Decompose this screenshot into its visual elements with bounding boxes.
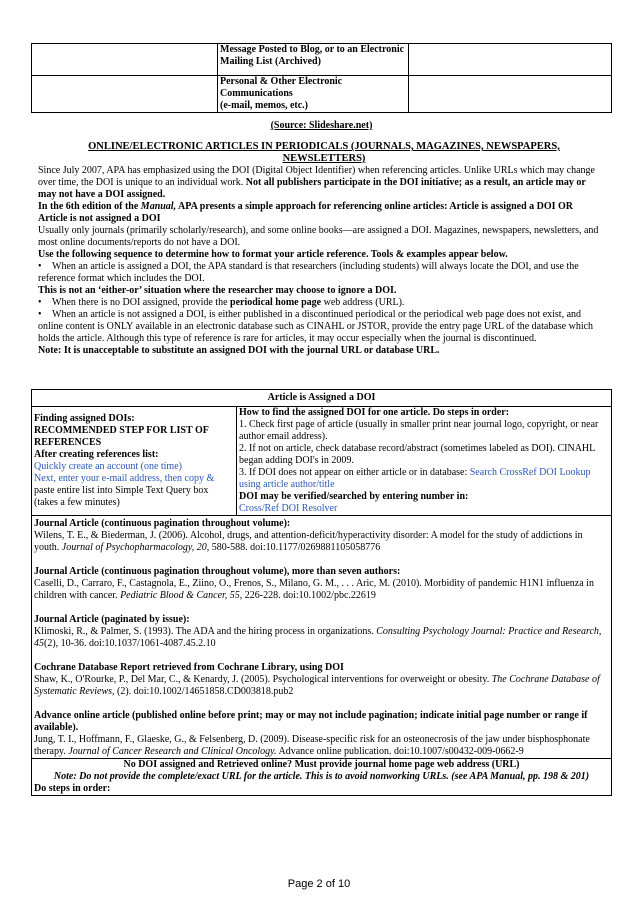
bullet-icon: •: [38, 309, 42, 320]
steps-heading: How to find the assigned DOI for one article. Do steps in order:: [239, 407, 510, 418]
reference-doi: 226-228. doi:10.1002/pbc.22619: [242, 590, 376, 601]
intro-paragraph-5: This is not an ‘either-or’ situation where the researcher may choose to ignore a DOI.: [38, 285, 397, 296]
reference-text: Jung, T. I., Hoffmann, F., Glaeske, G., & Felsenberg, D. (2009). Disease-specific risk for an osteonecrosis of the jaw under bisphosphonate therapy.: [34, 734, 590, 757]
reference-journal: The Cochrane Database of Systematic Reviews,: [34, 674, 600, 697]
top-table-empty-cell: [409, 44, 612, 76]
verify-label: DOI may be verified/searched by entering number in:: [239, 491, 469, 502]
reference-journal: Journal of Cancer Research and Clinical Oncology.: [68, 746, 277, 757]
reference-journal: Pediatric Blood & Cancer, 55,: [120, 590, 243, 601]
reference-journal: Journal of Psychopharmacology, 20,: [61, 542, 210, 553]
intro-paragraph-3: Usually only journals (primarily scholarly/research), and some online books—are assigned a DOI. Magazines, newspapers, newsletters, and most online documents/reports do not have a DOI.: [38, 225, 599, 248]
example-heading: Journal Article (continuous pagination throughout volume):: [34, 518, 291, 529]
reference-doi: (2). doi:10.1002/14651858.CD003818.pub2: [114, 686, 294, 697]
bullet-2-rest: web address (URL).: [321, 297, 405, 308]
example-advance-online: [34, 710, 609, 758]
enter-email-link[interactable]: Next, enter your e-mail address, then copy &: [34, 473, 215, 484]
example-paginated-by-issue: [34, 614, 609, 650]
top-table: [31, 43, 612, 113]
example-reference: [34, 530, 609, 554]
finding-label: Finding assigned DOIs:: [34, 413, 135, 424]
source-text: (Source: Slideshare.net): [270, 120, 373, 131]
paste-list-text: paste entire list into Simple Text Query box: [34, 485, 209, 496]
top-table-row2-label: [218, 76, 409, 113]
top-table-empty-cell: [32, 76, 218, 113]
bullet-3-text: When an article is not assigned a DOI, is either published in a discontinued periodical or the periodical web page does not exist, and online content is ONLY available in an electronic database such as CINAHL or JSTOR, provide the entry page URL of the database which holds the article. Although this type of reference is rare for articles, it may occur especially when the journal is discontinued.: [38, 309, 594, 344]
doi-resolver-link[interactable]: Cross/Ref DOI Resolver: [239, 503, 338, 514]
intro-p2-text: In the 6th edition of the: [38, 201, 141, 212]
step-2: 2. If not on article, check database record/abstract (sometimes labeled as DOI). CINAHL began adding DOI's in 2009.: [239, 443, 595, 466]
doi-table: [31, 389, 612, 796]
top-table-row2-line1: Personal & Other Electronic Communications: [220, 76, 343, 99]
intro-bullet-3: [38, 309, 604, 345]
section-heading: ONLINE/ELECTRONIC ARTICLES IN PERIODICALS (JOURNALS, MAGAZINES, NEWSPAPERS, NEWSLETTERS): [88, 141, 560, 164]
intro-block: [38, 165, 604, 357]
intro-bullet-2: [38, 297, 604, 309]
example-heading: Journal Article (paginated by issue):: [34, 614, 190, 625]
reference-doi: (2), 10-36. doi:10.1037/1061-4087.45.2.10: [44, 638, 216, 649]
step-3-text: 3. If DOI does not appear on either article or in database:: [239, 467, 470, 478]
intro-paragraph-4: Use the following sequence to determine how to format your article reference. Tools & examples appear below.: [38, 249, 508, 260]
example-heading: Journal Article (continuous pagination throughout volume), more than seven authors:: [34, 566, 401, 577]
example-reference: [34, 626, 609, 650]
example-heading: Advance online article (published online before print; may or may not include pagination; indicate initial page number or range if available).: [34, 710, 588, 733]
reference-text: Caselli, D., Carraro, F., Castagnola, E., Ziino, O., Frenos, S., Milano, G. M., . . . Aric, M. (2010). Morbidity of pandemic H1N1 influenza in children with cancer.: [34, 578, 594, 601]
example-journal-continuous: [34, 518, 609, 554]
bullet-icon: •: [38, 297, 42, 308]
intro-p1-text: Since July 2007, APA has emphasized using the DOI (Digital Object Identifier) when referencing articles. Unlike URLs which may change over time, the DOI is unique to an individual work.: [38, 165, 595, 188]
example-reference: [34, 734, 609, 758]
create-account-link[interactable]: Quickly create an account (one time): [34, 461, 182, 472]
no-doi-note: Note: Do not provide the complete/exact URL for the article. This is to avoid nonworking URLs. (see APA Manual, pp. 198 & 201): [53, 771, 590, 782]
bullet-2-bold: periodical home page: [230, 297, 322, 308]
example-seven-authors: [34, 566, 609, 602]
reference-journal: Consulting Psychology Journal: Practice and Research, 45: [34, 626, 602, 649]
example-cochrane: [34, 662, 609, 698]
example-reference: [34, 674, 609, 698]
no-doi-cell: [32, 759, 612, 796]
step-1: 1. Check first page of article (usually in smaller print near journal logo, copyright, or near author email address).: [239, 419, 599, 442]
intro-bullet-1: [38, 261, 604, 285]
top-table-row1-label: Message Posted to Blog, or to an Electronic Mailing List (Archived): [218, 44, 409, 76]
intro-p2-manual: Manual,: [140, 201, 177, 212]
doi-steps-cell: [237, 407, 612, 516]
reference-doi: Advance online publication. doi:10.1007/s00432-009-0662-9: [276, 746, 524, 757]
bullet-2-text: When there is no DOI assigned, provide the: [52, 297, 231, 308]
intro-p2-rest: APA presents a simple approach for referencing online articles: Article is assigned a DOI OR Article is not assigned a DOI: [38, 201, 574, 224]
reference-text: Wilens, T. E., & Biederman, J. (2006). Alcohol, drugs, and attention-deficit/hyperactivity disorder: A model for the study of addictions in youth.: [34, 530, 583, 553]
takes-minutes-text: (takes a few minutes): [34, 497, 120, 508]
top-table-empty-cell: [32, 44, 218, 76]
reference-text: Shaw, K., O'Rourke, P., Del Mar, C., & Kenardy, J. (2005). Psychological interventions for overweight or obesity.: [34, 674, 492, 685]
example-heading: Cochrane Database Report retrieved from Cochrane Library, using DOI: [34, 662, 344, 673]
bullet-icon: •: [38, 261, 42, 272]
no-doi-title: No DOI assigned and Retrieved online? Must provide journal home page web address (URL): [123, 759, 520, 770]
intro-p1-bold: Not all publishers participate in the DOI initiative; as a result, an article may or may not have a DOI assigned.: [38, 177, 586, 200]
intro-note: Note: It is unacceptable to substitute an assigned DOI with the journal URL or database URL.: [38, 345, 440, 356]
top-table-empty-cell: [409, 76, 612, 113]
source-caption: [31, 120, 612, 132]
reference-doi: 580-588. doi:10.1177/0269881105058776: [209, 542, 381, 553]
crossref-lookup-link[interactable]: Search CrossRef DOI Lookup using article author/title: [239, 467, 591, 490]
doi-table-title: Article is Assigned a DOI: [32, 390, 612, 407]
examples-cell: [32, 516, 612, 759]
doi-finding-cell: [32, 407, 237, 516]
reference-text: Klimoski, R., & Palmer, S. (1993). The ADA and the hiring process in organizations.: [34, 626, 377, 637]
example-reference: [34, 578, 609, 602]
after-creating-label: After creating references list:: [34, 449, 159, 460]
page-number: Page 2 of 10: [287, 878, 351, 890]
intro-paragraph-2: [38, 201, 604, 225]
recommended-step-label: RECOMMENDED STEP FOR LIST OF REFERENCES: [34, 425, 209, 448]
bullet-1-text: When an article is assigned a DOI, the APA standard is that researchers (including students) will always locate the DOI, and use the reference format which includes the DOI.: [38, 261, 579, 284]
step-3: [239, 467, 609, 491]
top-table-row2-line2: (e-mail, memos, etc.): [220, 100, 309, 111]
no-doi-steps: Do steps in order:: [34, 783, 111, 794]
intro-paragraph-1: [38, 165, 604, 201]
